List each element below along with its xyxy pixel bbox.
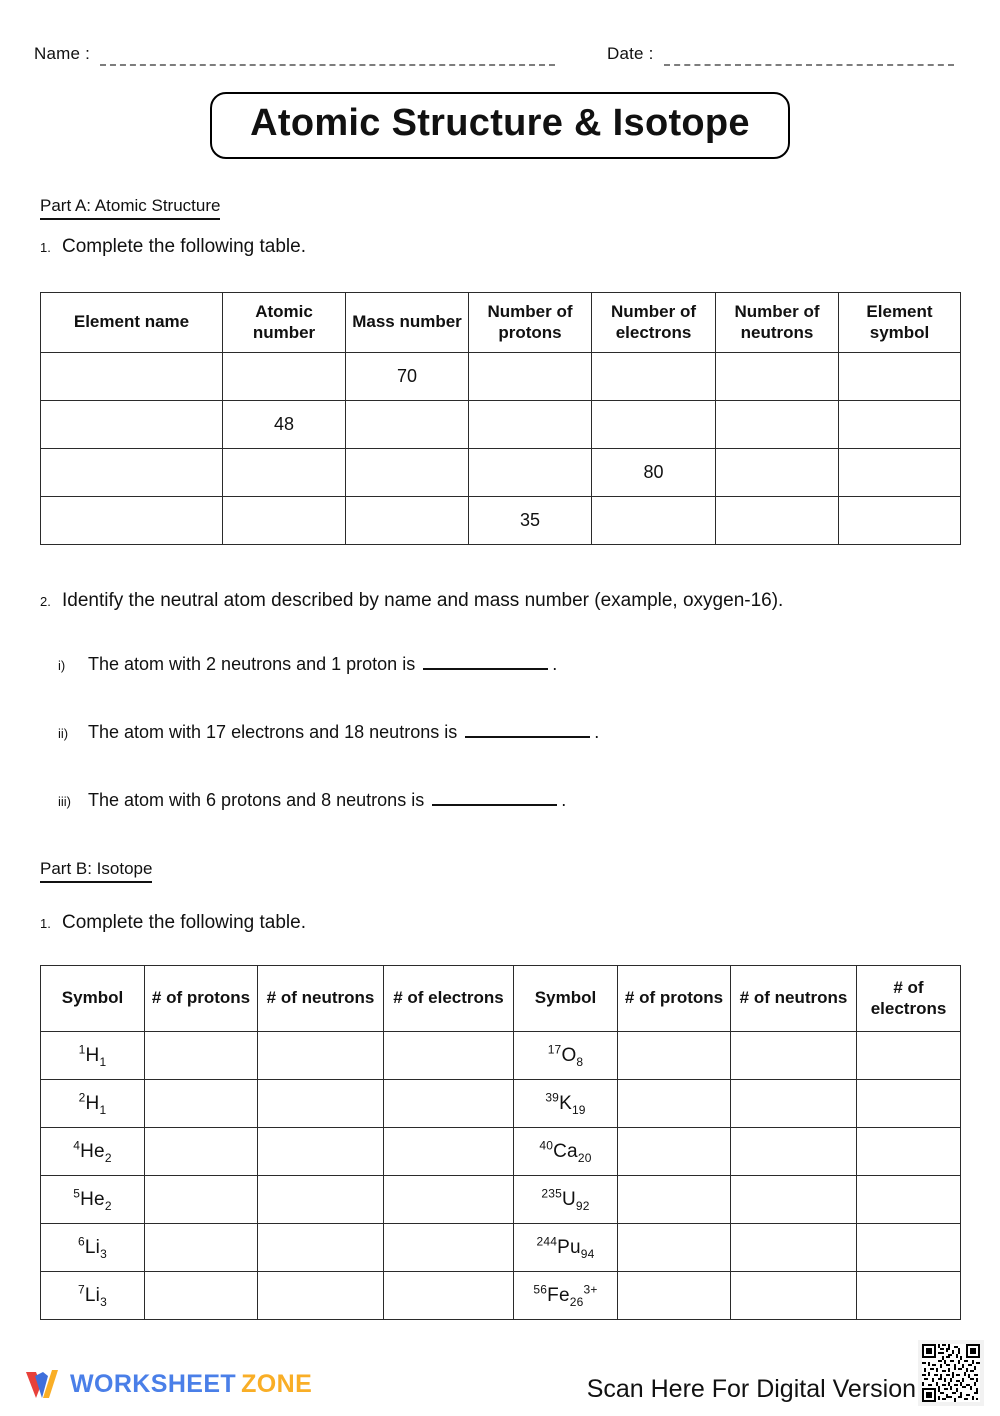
cell[interactable] — [223, 497, 346, 545]
cell-electrons-right[interactable] — [857, 1032, 961, 1080]
worksheet-zone-logo — [22, 1364, 312, 1404]
cell-neutrons-left[interactable] — [258, 1032, 384, 1080]
logo-w-icon — [22, 1364, 64, 1404]
isotope-symbol-right: $^{39}K_{19}$ — [514, 1080, 618, 1128]
sub-question-iii — [58, 790, 566, 811]
table-row — [41, 449, 961, 497]
cell[interactable]: 80 — [592, 449, 716, 497]
table-header-row — [41, 293, 961, 353]
answer-blank[interactable] — [423, 655, 548, 670]
title-box — [210, 92, 790, 159]
qr-code-image — [922, 1344, 980, 1402]
cell[interactable]: 35 — [469, 497, 592, 545]
table-row — [41, 1272, 961, 1320]
date-label: Date : — [607, 44, 654, 63]
table-row — [41, 497, 961, 545]
cell[interactable] — [592, 497, 716, 545]
cell-protons-right[interactable] — [618, 1272, 731, 1320]
page-title: Atomic Structure & Isotope — [250, 102, 750, 144]
cell[interactable] — [223, 353, 346, 401]
cell-electrons-right[interactable] — [857, 1176, 961, 1224]
cell-protons-left[interactable] — [145, 1128, 258, 1176]
isotope-symbol-right: $^{56}Fe_{26}^{3+}$ — [514, 1272, 618, 1320]
column-header-electrons-left: # of electrons — [384, 966, 514, 1032]
cell-neutrons-left[interactable] — [258, 1176, 384, 1224]
isotope-symbol-left: $^7Li_3$ — [41, 1272, 145, 1320]
table-header-row — [41, 966, 961, 1032]
column-header-symbol-left: Symbol — [41, 966, 145, 1032]
sub-question-period: . — [594, 722, 600, 742]
column-header-element-name: Element name — [41, 293, 223, 353]
cell[interactable] — [839, 449, 961, 497]
worksheet-title-container — [0, 92, 1000, 159]
column-header-electrons: Number of electrons — [592, 293, 716, 353]
name-date-row — [34, 36, 960, 66]
answer-blank[interactable] — [465, 723, 590, 738]
isotope-symbol-right: $^{17}O_8$ — [514, 1032, 618, 1080]
sub-question-number: ii) — [58, 726, 69, 741]
cell-electrons-left[interactable] — [384, 1080, 514, 1128]
isotope-symbol-left: $^6Li_3$ — [41, 1224, 145, 1272]
cell[interactable] — [41, 401, 223, 449]
column-header-neutrons-right: # of neutrons — [731, 966, 857, 1032]
name-label: Name : — [34, 44, 90, 63]
part-a-heading: Part A: Atomic Structure — [40, 196, 220, 220]
part-a-question-1 — [40, 236, 306, 258]
cell[interactable] — [469, 449, 592, 497]
isotope-symbol-left: $^2H_1$ — [41, 1080, 145, 1128]
table-row — [41, 1176, 961, 1224]
sub-question-i — [58, 654, 557, 675]
cell-electrons-right[interactable] — [857, 1080, 961, 1128]
question-text: Complete the following table. — [62, 236, 306, 257]
sub-question-number: i) — [58, 658, 66, 673]
isotope-symbol-left: $^5He_2$ — [41, 1176, 145, 1224]
cell[interactable] — [223, 449, 346, 497]
cell-electrons-left[interactable] — [384, 1128, 514, 1176]
column-header-electrons-right: # of electrons — [857, 966, 961, 1032]
name-input-line[interactable] — [100, 54, 555, 66]
cell[interactable] — [839, 497, 961, 545]
column-header-protons-left: # of protons — [145, 966, 258, 1032]
logo-word-worksheet: WORKSHEET — [70, 1369, 237, 1398]
cell[interactable] — [469, 353, 592, 401]
qr-code[interactable] — [918, 1340, 984, 1406]
logo-text — [70, 1370, 312, 1399]
cell-electrons-left[interactable] — [384, 1032, 514, 1080]
sub-question-ii — [58, 722, 599, 743]
column-header-neutrons: Number of neutrons — [716, 293, 839, 353]
cell-neutrons-right[interactable] — [731, 1080, 857, 1128]
cell[interactable] — [839, 401, 961, 449]
atomic-structure-table — [40, 292, 961, 545]
cell-protons-right[interactable] — [618, 1032, 731, 1080]
cell[interactable] — [346, 497, 469, 545]
column-header-atomic-number: Atomic number — [223, 293, 346, 353]
cell-neutrons-right[interactable] — [731, 1032, 857, 1080]
cell[interactable] — [41, 497, 223, 545]
cell-protons-right[interactable] — [618, 1128, 731, 1176]
cell-protons-left[interactable] — [145, 1032, 258, 1080]
cell[interactable] — [716, 353, 839, 401]
cell-neutrons-left[interactable] — [258, 1224, 384, 1272]
part-a-question-2 — [40, 590, 783, 612]
cell-electrons-left[interactable] — [384, 1224, 514, 1272]
isotope-symbol-right: $^{235}U_{92}$ — [514, 1176, 618, 1224]
cell-neutrons-left[interactable] — [258, 1080, 384, 1128]
cell-protons-right[interactable] — [618, 1224, 731, 1272]
sub-question-number: iii) — [58, 794, 71, 809]
cell[interactable] — [716, 401, 839, 449]
table-row — [41, 1032, 961, 1080]
cell-neutrons-right[interactable] — [731, 1224, 857, 1272]
cell[interactable] — [716, 449, 839, 497]
cell-protons-left[interactable] — [145, 1272, 258, 1320]
cell[interactable] — [592, 401, 716, 449]
column-header-symbol-right: Symbol — [514, 966, 618, 1032]
table-row — [41, 1224, 961, 1272]
cell-protons-left[interactable] — [145, 1176, 258, 1224]
cell-protons-left[interactable] — [145, 1080, 258, 1128]
table-row — [41, 353, 961, 401]
column-header-protons: Number of protons — [469, 293, 592, 353]
column-header-protons-right: # of protons — [618, 966, 731, 1032]
column-header-mass-number: Mass number — [346, 293, 469, 353]
isotope-symbol-right: $^{40}Ca_{20}$ — [514, 1128, 618, 1176]
question-text: Identify the neutral atom described by name and mass number (example, oxygen-16). — [62, 590, 784, 611]
cell-neutrons-right[interactable] — [731, 1176, 857, 1224]
cell[interactable] — [592, 353, 716, 401]
cell[interactable] — [716, 497, 839, 545]
table-row — [41, 1080, 961, 1128]
cell[interactable] — [346, 401, 469, 449]
cell-electrons-right[interactable] — [857, 1224, 961, 1272]
isotope-table — [40, 965, 961, 1320]
cell[interactable] — [41, 449, 223, 497]
cell[interactable]: 48 — [223, 401, 346, 449]
sub-question-text: The atom with 2 neutrons and 1 proton is — [88, 654, 416, 674]
cell[interactable] — [839, 353, 961, 401]
isotope-symbol-left: $^4He_2$ — [41, 1128, 145, 1176]
cell-protons-right[interactable] — [618, 1080, 731, 1128]
part-b-heading: Part B: Isotope — [40, 859, 152, 883]
question-number: 2. — [40, 594, 51, 609]
isotope-symbol-right: $^{244}Pu_{94}$ — [514, 1224, 618, 1272]
cell-protons-left[interactable] — [145, 1224, 258, 1272]
cell-neutrons-left[interactable] — [258, 1272, 384, 1320]
cell-neutrons-left[interactable] — [258, 1128, 384, 1176]
date-input-line[interactable] — [664, 54, 954, 66]
sub-question-period: . — [552, 654, 558, 674]
cell-electrons-right[interactable] — [857, 1272, 961, 1320]
cell-electrons-left[interactable] — [384, 1272, 514, 1320]
question-number: 1. — [40, 240, 51, 255]
question-number: 1. — [40, 916, 51, 931]
table-row — [41, 401, 961, 449]
column-header-element-symbol: Element symbol — [839, 293, 961, 353]
cell[interactable]: 70 — [346, 353, 469, 401]
column-header-neutrons-left: # of neutrons — [258, 966, 384, 1032]
cell-electrons-left[interactable] — [384, 1176, 514, 1224]
cell-neutrons-right[interactable] — [731, 1128, 857, 1176]
question-text: Complete the following table. — [62, 912, 306, 933]
sub-question-text: The atom with 17 electrons and 18 neutrons is — [88, 722, 458, 742]
cell-electrons-right[interactable] — [857, 1128, 961, 1176]
sub-question-text: The atom with 6 protons and 8 neutrons is — [88, 790, 425, 810]
cell[interactable] — [41, 353, 223, 401]
cell-neutrons-right[interactable] — [731, 1272, 857, 1320]
isotope-symbol-left: $^1H_1$ — [41, 1032, 145, 1080]
sub-question-period: . — [561, 790, 567, 810]
cell[interactable] — [469, 401, 592, 449]
answer-blank[interactable] — [432, 791, 557, 806]
logo-word-zone: ZONE — [241, 1369, 313, 1398]
table-row — [41, 1128, 961, 1176]
cell[interactable] — [346, 449, 469, 497]
part-b-question-1 — [40, 912, 306, 934]
cell-protons-right[interactable] — [618, 1176, 731, 1224]
scan-here-text: Scan Here For Digital Version — [586, 1375, 916, 1403]
